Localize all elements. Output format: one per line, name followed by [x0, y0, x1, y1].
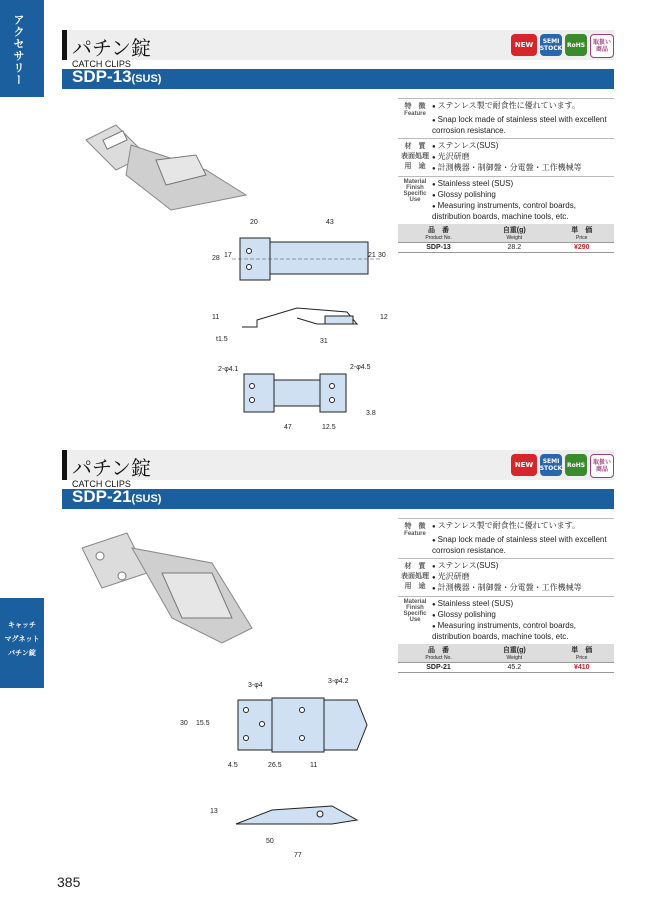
dim-13: 13 [210, 808, 218, 815]
sidebar-label-catch: キャッチ [8, 621, 36, 629]
sidebar-category-tab[interactable] [0, 598, 44, 688]
semi-stock-badge: SEMI STOCK [540, 34, 562, 56]
use-value-en: ● Measuring instruments, control boards, distribution boards, machine tools, etc. [432, 621, 614, 642]
finish-label-jp: 表面処理 [401, 573, 429, 580]
finish-value-jp: ● 光沢研磨 [432, 152, 614, 163]
col-weight: 自重(g) Weight [479, 224, 549, 243]
product-title: パチン錠 [72, 456, 151, 480]
semi-stock-badge: SEMI STOCK [540, 454, 562, 476]
use-label-en: Specific Use [403, 611, 427, 623]
feature-jp: ● ステンレス製で耐食性に優れています。 [432, 521, 614, 532]
material-value-en: ● Stainless steel (SUS) [432, 599, 614, 610]
dim-50: 50 [266, 838, 274, 845]
header-mark [62, 30, 67, 60]
new-badge: NEW [511, 34, 537, 56]
dim-43: 43 [326, 219, 334, 226]
cell-product-no: SDP-21 [398, 663, 479, 673]
dim-26.5: 26.5 [268, 762, 282, 769]
en-spec-row [398, 596, 614, 645]
finish-value-en: ● Glossy polishing [432, 190, 614, 201]
rohs-badge: RoHS [565, 454, 587, 476]
sidebar-accessory-tab[interactable] [0, 0, 44, 97]
page-number: 385 [57, 874, 81, 890]
feature-row [398, 98, 614, 138]
cell-weight: 28.2 [479, 243, 549, 253]
cell-product-no: SDP-13 [398, 243, 479, 253]
side-view-drawing [232, 800, 372, 830]
dim-17: 17 [224, 252, 232, 259]
header-mark [62, 450, 67, 480]
dim-phi45: 2-φ4.5 [350, 364, 371, 371]
finish-value-jp: ● 光沢研磨 [432, 572, 614, 583]
en-spec-row [398, 176, 614, 225]
finish-value-en: ● Glossy polishing [432, 610, 614, 621]
material-value-jp: ● ステンレス(SUS) [432, 141, 614, 152]
dim-77: 77 [294, 852, 302, 859]
col-weight: 自重(g) Weight [479, 644, 549, 663]
feature-jp: ● ステンレス製で耐食性に優れています。 [432, 101, 614, 112]
dim-4.5: 4.5 [228, 762, 238, 769]
use-label-en: Specific Use [403, 191, 427, 203]
col-product-no: 品 番 Product No. [398, 224, 479, 243]
cell-price: ¥290 [550, 243, 614, 253]
feature-label-en: Feature [404, 111, 426, 117]
feature-label: 特 徴 [404, 523, 426, 530]
badge-group [511, 34, 614, 58]
dim-12: 12 [380, 314, 388, 321]
finish-label-jp: 表面処理 [401, 153, 429, 160]
price-table [398, 224, 614, 253]
dim-20: 20 [250, 219, 258, 226]
jp-spec-row [398, 558, 614, 596]
use-label-jp: 用 途 [404, 163, 426, 170]
rohs-badge: RoHS [565, 34, 587, 56]
dim-28: 28 [212, 255, 220, 262]
dim-phi41: 2-φ4.1 [218, 366, 239, 373]
dim-phi4: 3-φ4 [248, 682, 263, 689]
product-subtitle: CATCH CLIPS [72, 59, 131, 69]
dim-21: 21 [368, 252, 376, 259]
product-subtitle: CATCH CLIPS [72, 479, 131, 489]
material-label-jp: 材 質 [404, 143, 426, 150]
dim-47: 47 [284, 424, 292, 431]
top-view-drawing [232, 230, 382, 290]
material-label-en: Material [403, 179, 427, 185]
feature-label: 特 徴 [404, 103, 426, 110]
col-product-no: 品 番 Product No. [398, 644, 479, 663]
finish-label-en: Finish [406, 605, 424, 611]
material-value-jp: ● ステンレス(SUS) [432, 561, 614, 572]
model-number: SDP-21(SUS) [72, 487, 162, 506]
new-badge: NEW [511, 454, 537, 476]
top-view-drawing [232, 694, 412, 756]
model-number: SDP-13(SUS) [72, 67, 162, 86]
material-label-jp: 材 質 [404, 563, 426, 570]
base-view-drawing [240, 370, 370, 418]
sidebar-label-clip: パチン錠 [8, 649, 36, 657]
badge-group [511, 454, 614, 478]
table-row [398, 663, 614, 673]
product-photo [76, 100, 246, 210]
use-value-en: ● Measuring instruments, control boards, distribution boards, machine tools, etc. [432, 201, 614, 222]
product-section-sdp13 [62, 30, 614, 440]
use-value-jp: ● 計測機器・制御盤・分電盤・工作機械等 [432, 163, 614, 174]
product-photo [72, 518, 262, 648]
sidebar-label-magnet: マグネット [4, 635, 40, 643]
product-title: パチン錠 [72, 36, 151, 60]
material-value-en: ● Stainless steel (SUS) [432, 179, 614, 190]
dim-11: 11 [310, 762, 318, 769]
dim-30: 30 [378, 252, 386, 259]
handling-badge: 取扱い商品 [590, 34, 614, 58]
material-label-en: Material [403, 599, 427, 605]
cell-price: ¥410 [550, 663, 614, 673]
price-table [398, 644, 614, 673]
dim-11: 11 [212, 314, 220, 321]
spec-block [398, 518, 614, 645]
feature-en: ● Snap lock made of stainless steel with excellent corrosion resistance. [432, 535, 614, 556]
col-price: 単 価 Price [550, 644, 614, 663]
cell-weight: 45.2 [479, 663, 549, 673]
side-view-drawing [237, 302, 377, 332]
sidebar-accessory-label: アクセサリー [12, 14, 25, 86]
dim-3.8: 3.8 [366, 410, 376, 417]
jp-spec-row [398, 138, 614, 176]
dim-31: 31 [320, 338, 328, 345]
dim-12.5: 12.5 [322, 424, 336, 431]
feature-label-en: Feature [404, 531, 426, 537]
product-section-sdp21 [62, 450, 614, 870]
spec-block [398, 98, 614, 225]
use-value-jp: ● 計測機器・制御盤・分電盤・工作機械等 [432, 583, 614, 594]
handling-badge: 取扱い商品 [590, 454, 614, 478]
feature-en: ● Snap lock made of stainless steel with excellent corrosion resistance. [432, 115, 614, 136]
dim-t1.5: t1.5 [216, 336, 228, 343]
table-row [398, 243, 614, 253]
dim-15.5: 15.5 [196, 720, 210, 727]
dim-phi42: 3-φ4.2 [328, 678, 349, 685]
dim-30: 30 [180, 720, 188, 727]
finish-label-en: Finish [406, 185, 424, 191]
col-price: 単 価 Price [550, 224, 614, 243]
use-label-jp: 用 途 [404, 583, 426, 590]
feature-row [398, 518, 614, 558]
